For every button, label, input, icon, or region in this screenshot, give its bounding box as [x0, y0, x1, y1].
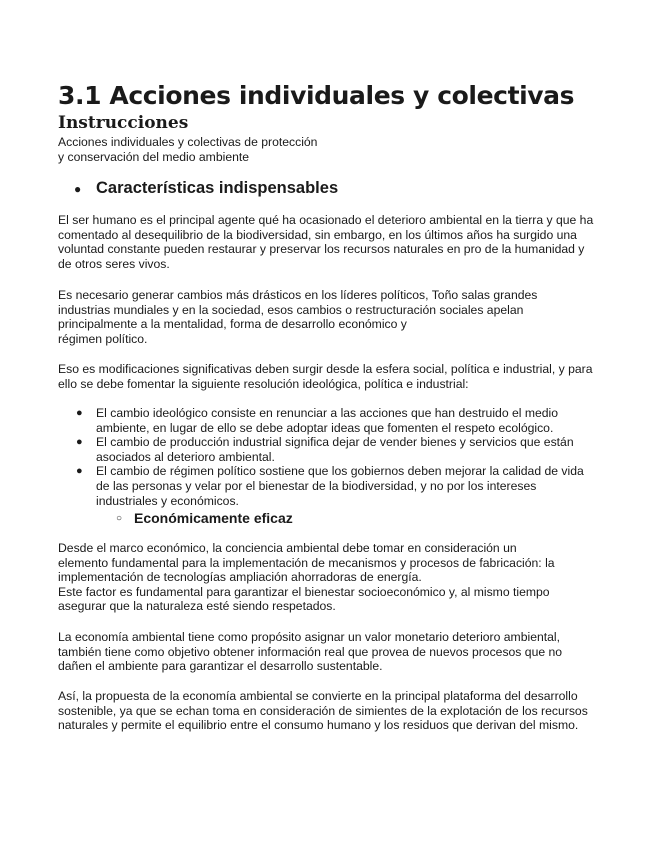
paragraph-line: Es necesario generar cambios más drásticos en los líderes políticos, Toño salas grandes — [58, 288, 538, 302]
section-heading-text: Características indispensables — [96, 179, 339, 197]
paragraph-line: asegurar que la naturaleza esté siendo respetados. — [58, 599, 336, 614]
bullet-icon: ● — [74, 181, 82, 196]
paragraph-line: Desde el marco económico, la conciencia ambiental debe tomar en consideración un — [58, 541, 517, 555]
paragraph-line: Este factor es fundamental para garantizar el bienestar socioeconómico y, al mismo tiempo — [58, 584, 550, 599]
bullet-icon: ● — [76, 436, 83, 449]
page-subtitle: Instrucciones — [58, 113, 189, 133]
list-item — [58, 406, 598, 435]
circle-bullet-icon: ○ — [116, 513, 123, 525]
intro-text — [58, 135, 317, 164]
list-item-text: El cambio de régimen político sostiene que los gobiernos deben mejorar la calidad de vida de las personas y velar por el bienestar de la biodiversidad, y no por los intereses industriales y económicos. — [96, 464, 584, 508]
paragraph-4 — [58, 541, 598, 614]
intro-line: y conservación del medio ambiente — [58, 149, 250, 164]
list-item — [58, 435, 598, 464]
section-heading-text: Económicamente eficaz — [134, 510, 293, 526]
page-title: 3.1 Acciones individuales y colectivas — [58, 81, 575, 110]
paragraph-5: La economía ambiental tiene como propósito asignar un valor monetario deterioro ambiental, también tiene como objetivo obtener información real que provea de nuevos procesos que no dañen el ambiente para garantizar el desarrollo sustentable. — [58, 630, 563, 674]
bullet-icon: ● — [76, 407, 83, 419]
bullet-list — [58, 406, 598, 508]
paragraph-line: industrias mundiales y en la sociedad, esos cambios o restructuración sociales apelan — [58, 302, 524, 317]
paragraph-line: régimen político. — [58, 331, 148, 346]
bullet-icon: ● — [76, 465, 83, 478]
paragraph-line: implementación de tecnologías ampliación ahorradoras de energía. — [58, 570, 422, 585]
paragraph-2 — [58, 288, 598, 346]
paragraph-6: Así, la propuesta de la economía ambiental se convierte en la principal plataforma del desarrollo sostenible, ya que se echan toma en consideración de simientes de la explotación de los recursos naturales y permite el equilibrio entre el consumo humano y los residuos que derivan del mismo. — [58, 689, 588, 733]
paragraph-line: principalmente a la mentalidad, forma de desarrollo económico y — [58, 317, 407, 332]
section-heading-caracteristicas — [74, 178, 338, 199]
list-item-text: El cambio ideológico consiste en renunciar a las acciones que han destruido el medio ambiente, en lugar de ello se debe adoptar ideas que fomenten el respeto ecológico. — [96, 406, 559, 435]
list-item-text: El cambio de producción industrial significa dejar de vender bienes y servicios que están asociados al deterioro ambiental. — [96, 435, 574, 464]
paragraph-3: Eso es modificaciones significativas deben surgir desde la esfera social, política e industrial, y para ello se debe fomentar la siguiente resolución ideológica, política e industrial: — [58, 362, 593, 391]
intro-line: Acciones individuales y colectivas de protección — [58, 135, 318, 149]
paragraph-line: elemento fundamental para la implementación de mecanismos y procesos de fabricación: la — [58, 555, 555, 570]
list-item — [58, 464, 598, 508]
paragraph-1: El ser humano es el principal agente qué ha ocasionado el deterioro ambiental en la tierra y que ha comentado al desequilibrio de la biodiversidad, sin embargo, en los últimos años ha surgido una voluntad constante pueden restaurar y preservar los recursos naturales en pro de la humanidad y de otros seres vivos. — [58, 213, 594, 271]
section-heading-economicamente — [116, 509, 293, 528]
